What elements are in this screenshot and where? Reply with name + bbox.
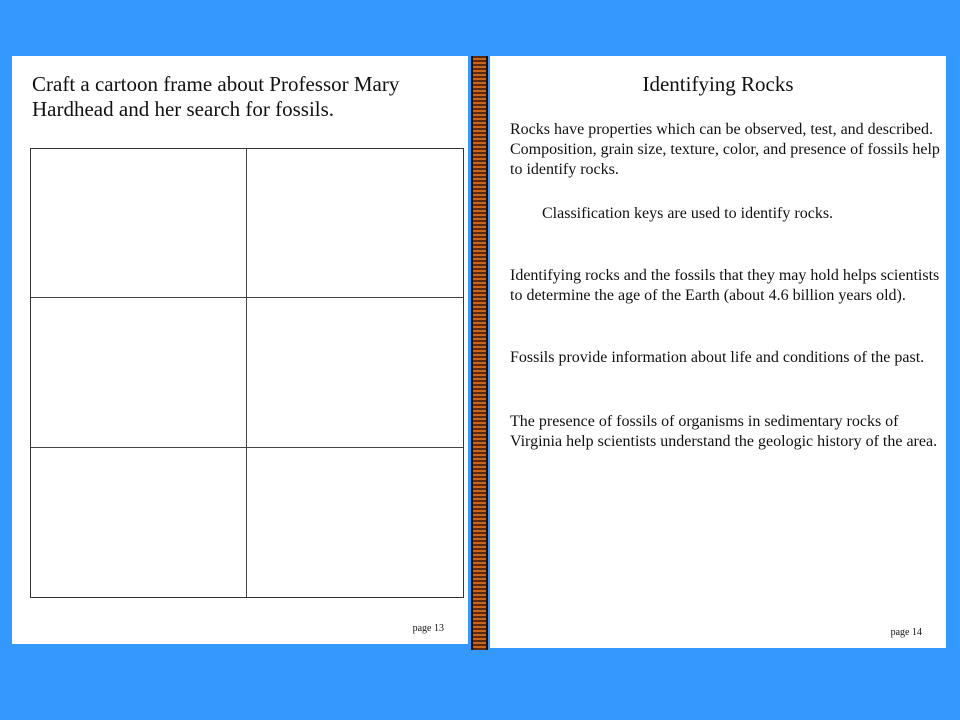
paragraph-age-of-earth: Identifying rocks and the fossils that they may hold helps scientists to determine the age of the Earth (about 4.6 billion years old).: [510, 267, 940, 304]
cartoon-frame-1[interactable]: [31, 149, 247, 298]
cartoon-frame-6[interactable]: [247, 448, 463, 597]
paragraph-virginia: The presence of fossils of organisms in sedimentary rocks of Virginia help scientists understand the geologic history of the area.: [510, 413, 938, 450]
paragraph-properties: Rocks have properties which can be observed, test, and described. Composition, grain size, texture, color, and presence of fossils help to identify rocks.: [510, 121, 940, 178]
page-number-right: page 14: [890, 627, 922, 638]
left-page: [12, 56, 468, 644]
paragraph-fossils-info: Fossils provide information about life and conditions of the past.: [510, 349, 925, 366]
cartoon-frame-4[interactable]: [247, 298, 463, 447]
cartoon-frame-5[interactable]: [31, 448, 247, 597]
page-number-left: page 13: [412, 623, 444, 634]
cartoon-frame-grid: [30, 148, 464, 598]
cartoon-frame-3[interactable]: [31, 298, 247, 447]
page-title: Identifying Rocks: [642, 72, 794, 96]
cartoon-frame-2[interactable]: [247, 149, 463, 298]
paragraph-classification: Classification keys are used to identify rocks.: [542, 205, 834, 222]
right-page: [490, 56, 946, 648]
spiral-binding: [471, 56, 488, 650]
cartoon-instruction: Craft a cartoon frame about Professor Mary Hardhead and her search for fossils.: [32, 72, 400, 121]
